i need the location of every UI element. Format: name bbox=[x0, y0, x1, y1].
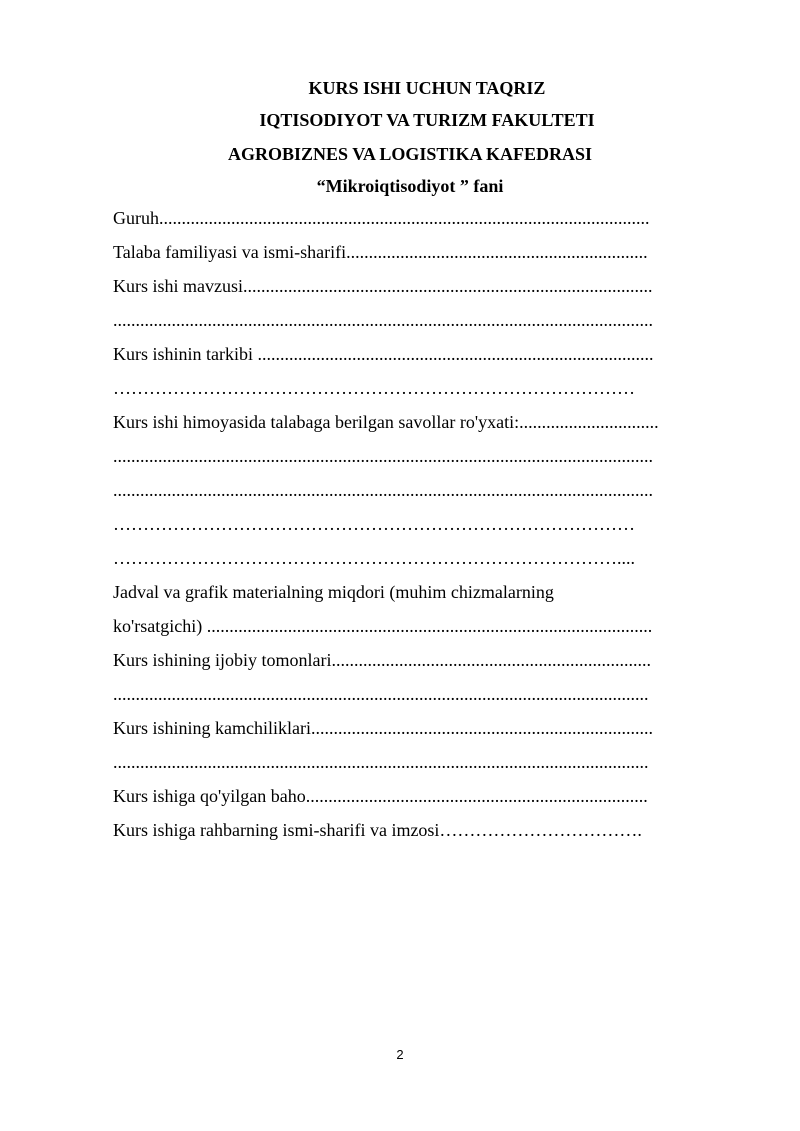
document-title: KURS ISHI UCHUN TAQRIZ bbox=[308, 78, 546, 98]
page-number: 2 bbox=[396, 1047, 404, 1062]
grade-field-line: Kurs ishiga qo'yilgan baho............................................................................ bbox=[113, 786, 648, 806]
department-heading: AGROBIZNES VA LOGISTIKA KAFEDRASI bbox=[228, 144, 592, 164]
faculty-heading: IQTISODIYOT VA TURIZM FAKULTETI bbox=[259, 110, 595, 130]
materials-field-line: ko'rsatgichi) ................................................................................................... bbox=[113, 616, 653, 636]
topic-continuation-line: ........................................................................................................................ bbox=[113, 310, 653, 330]
structure-continuation-line: …………………………………………………………………………… bbox=[113, 378, 635, 398]
supervisor-signature-line: Kurs ishiga rahbarning ismi-sharifi va imzosi……………………………. bbox=[113, 820, 642, 840]
questions-continuation-line-3: …………………………………………………………………………… bbox=[113, 514, 635, 534]
structure-field-line: Kurs ishinin tarkibi ........................................................................................ bbox=[113, 344, 654, 364]
topic-field-line: Kurs ishi mavzusi........................................................................................... bbox=[113, 276, 653, 296]
strengths-continuation-line: ....................................................................................................................... bbox=[113, 684, 649, 704]
materials-field-label: Jadval va grafik materialning miqdori (muhim chizmalarning bbox=[113, 582, 554, 602]
review-form bbox=[113, 206, 678, 852]
weaknesses-field-line: Kurs ishining kamchiliklari............................................................................ bbox=[113, 718, 653, 738]
weaknesses-continuation-line: ....................................................................................................................... bbox=[113, 752, 649, 772]
questions-continuation-line-4: ………………………………………………………………………….... bbox=[113, 548, 635, 568]
subject-heading: “Mikroiqtisodiyot ” fani bbox=[316, 176, 504, 196]
questions-continuation-line-2: ........................................................................................................................ bbox=[113, 480, 653, 500]
group-field-line: Guruh............................................................................................................. bbox=[113, 208, 650, 228]
questions-continuation-line-1: ........................................................................................................................ bbox=[113, 446, 653, 466]
student-name-field-line: Talaba familiyasi va ismi-sharifi................................................................... bbox=[113, 242, 648, 262]
strengths-field-line: Kurs ishining ijobiy tomonlari....................................................................... bbox=[113, 650, 651, 670]
questions-field-line: Kurs ishi himoyasida talabaga berilgan savollar ro'yxati:............................... bbox=[113, 412, 659, 432]
